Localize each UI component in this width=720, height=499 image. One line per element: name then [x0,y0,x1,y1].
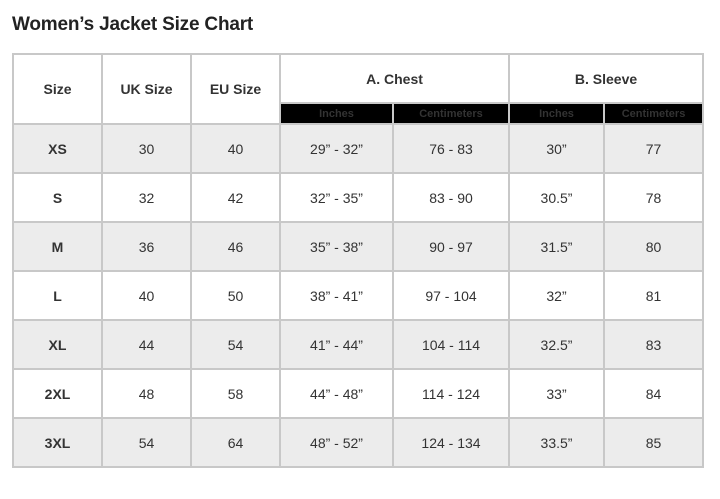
table-row [13,418,703,467]
size-cell: XS [13,124,102,173]
chest-cm-cell: 83 - 90 [393,173,509,222]
header-sleeve: B. Sleeve [509,54,703,103]
eu-size-cell: 42 [191,173,280,222]
eu-size-cell: 64 [191,418,280,467]
sleeve-inches-cell: 32.5” [509,320,604,369]
sleeve-inches-cell: 33” [509,369,604,418]
chest-inches-cell: 48” - 52” [280,418,393,467]
header-uk-size: UK Size [102,54,191,124]
table-row [13,173,703,222]
chest-cm-cell: 76 - 83 [393,124,509,173]
sleeve-cm-cell: 78 [604,173,703,222]
chest-cm-cell: 104 - 114 [393,320,509,369]
header-chest: A. Chest [280,54,509,103]
size-cell: XL [13,320,102,369]
header-size: Size [13,54,102,124]
chest-inches-cell: 41” - 44” [280,320,393,369]
sleeve-inches-cell: 31.5” [509,222,604,271]
eu-size-cell: 58 [191,369,280,418]
header-eu-size: EU Size [191,54,280,124]
eu-size-cell: 46 [191,222,280,271]
table-row [13,369,703,418]
sleeve-inches-cell: 30.5” [509,173,604,222]
chest-inches-cell: 32” - 35” [280,173,393,222]
chest-inches-cell: 38” - 41” [280,271,393,320]
sleeve-cm-cell: 83 [604,320,703,369]
uk-size-cell: 54 [102,418,191,467]
size-cell: S [13,173,102,222]
sleeve-cm-cell: 81 [604,271,703,320]
size-cell: 2XL [13,369,102,418]
uk-size-cell: 36 [102,222,191,271]
size-cell: L [13,271,102,320]
chest-inches-cell: 35” - 38” [280,222,393,271]
eu-size-cell: 40 [191,124,280,173]
page-title: Women’s Jacket Size Chart [12,14,254,35]
sleeve-cm-cell: 77 [604,124,703,173]
table-row [13,222,703,271]
table-row [13,320,703,369]
chest-cm-cell: 124 - 134 [393,418,509,467]
table-row [13,124,703,173]
chest-cm-cell: 97 - 104 [393,271,509,320]
uk-size-cell: 32 [102,173,191,222]
eu-size-cell: 54 [191,320,280,369]
sleeve-cm-cell: 85 [604,418,703,467]
uk-size-cell: 44 [102,320,191,369]
subheader-chest-inches: Inches [280,103,393,124]
sleeve-inches-cell: 33.5” [509,418,604,467]
uk-size-cell: 40 [102,271,191,320]
sleeve-cm-cell: 80 [604,222,703,271]
size-chart-table [12,53,704,468]
chest-inches-cell: 44” - 48” [280,369,393,418]
chest-inches-cell: 29” - 32” [280,124,393,173]
subheader-sleeve-inches: Inches [509,103,604,124]
uk-size-cell: 30 [102,124,191,173]
sleeve-inches-cell: 30” [509,124,604,173]
sleeve-inches-cell: 32” [509,271,604,320]
table-row [13,271,703,320]
uk-size-cell: 48 [102,369,191,418]
chest-cm-cell: 114 - 124 [393,369,509,418]
sleeve-cm-cell: 84 [604,369,703,418]
size-cell: M [13,222,102,271]
size-cell: 3XL [13,418,102,467]
subheader-chest-centimeters: Centimeters [393,103,509,124]
subheader-sleeve-centimeters: Centimeters [604,103,703,124]
chest-cm-cell: 90 - 97 [393,222,509,271]
eu-size-cell: 50 [191,271,280,320]
